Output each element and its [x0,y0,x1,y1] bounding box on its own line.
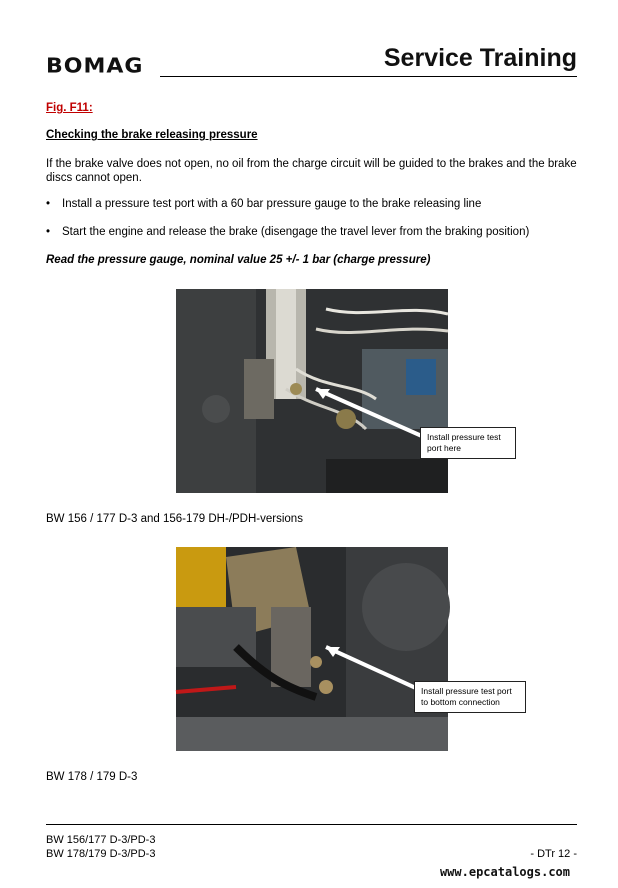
bullet-text: Install a pressure test port with a 60 bar pressure gauge to the brake releasing line [62,198,482,210]
photo-caption-2: BW 178 / 179 D-3 [46,771,138,783]
photo-caption-1: BW 156 / 177 D-3 and 156-179 DH-/PDH-versions [46,513,303,525]
bullet-symbol: • [46,226,51,238]
bullet-item [46,198,481,210]
intro-paragraph: If the brake valve does not open, no oil from the charge circuit will be guided to the brakes and the brake discs cannot open. [46,158,577,184]
callout-line: Install pressure test port [421,686,512,696]
figure-reference: Fig. F11: [46,102,93,114]
header-rule [160,76,577,77]
callout-line: Install pressure test [427,432,501,442]
page-title: Service Training [383,44,577,72]
engine-photo-1-image [176,289,448,493]
engine-photo-1 [176,289,501,493]
engine-photo-2 [176,547,512,751]
bullet-symbol: • [46,198,51,210]
engine-photo-2-image [176,547,448,751]
bomag-logo: BOMAG [46,55,144,78]
bullet-text: Start the engine and release the brake (disengage the travel lever from the braking position) [62,226,530,238]
bullet-item [46,226,529,238]
section-title: Checking the brake releasing pressure [46,129,258,141]
callout-line: port here [427,443,462,453]
callout-line: to bottom connection [421,697,500,707]
footer-model-line: BW 178/179 D-3/PD-3 [46,848,156,860]
gauge-note: Read the pressure gauge, nominal value 25 +/- 1 bar (charge pressure) [46,254,431,266]
footer-model-line: BW 156/177 D-3/PD-3 [46,834,156,846]
page-number: - DTr 12 - [530,848,577,860]
callout-box [414,681,526,713]
callout-box [420,427,516,459]
watermark: www.epcatalogs.com [439,865,570,879]
footer-rule [46,824,577,825]
